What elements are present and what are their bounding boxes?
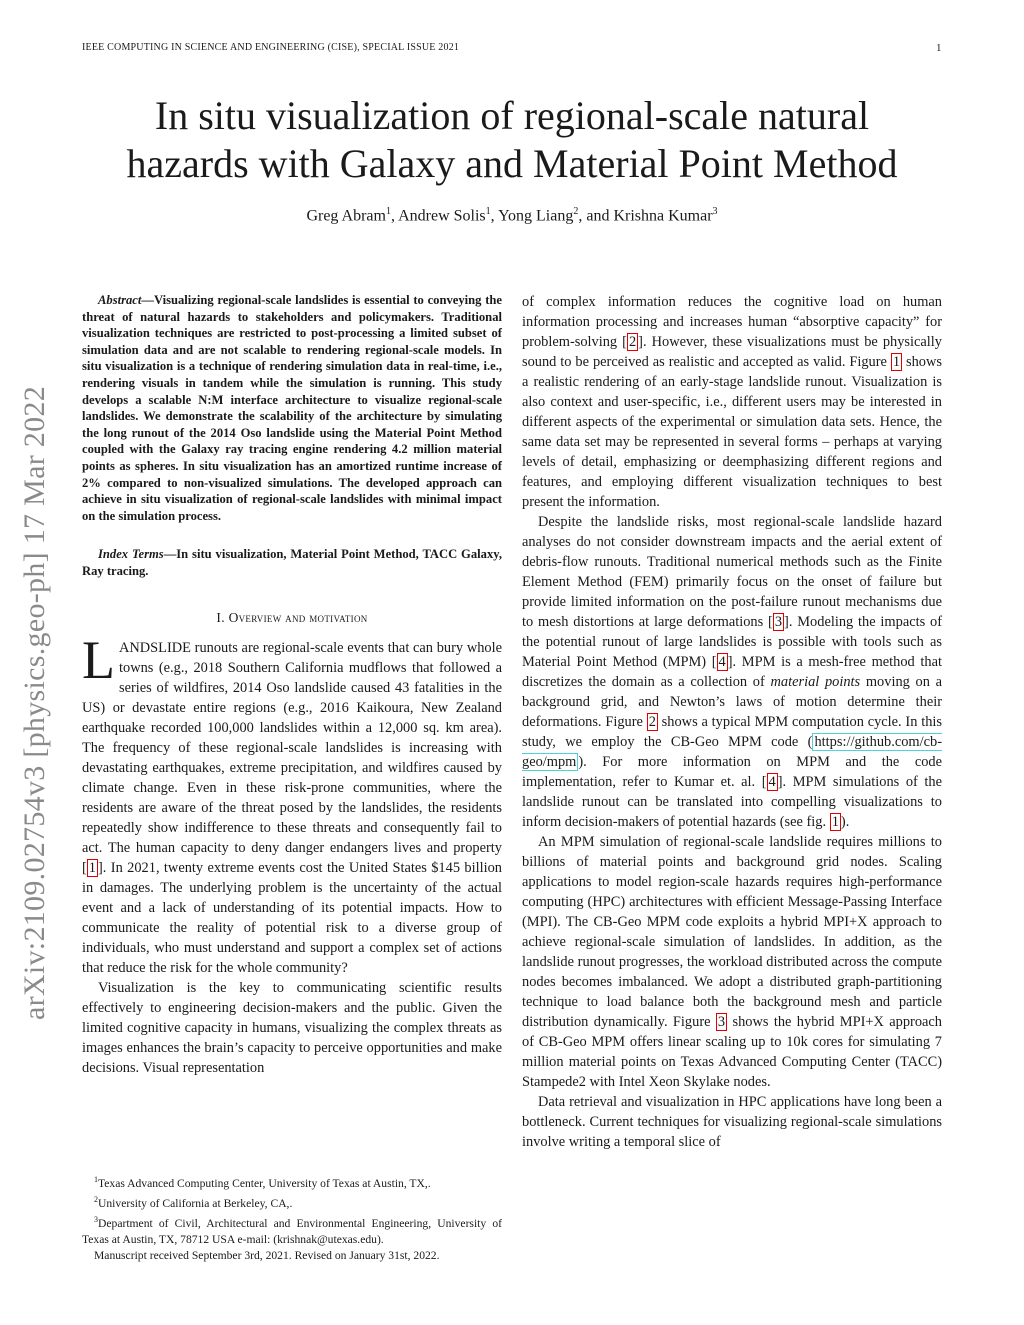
author-name: Greg Abram — [306, 207, 386, 225]
author-affiliation-mark: 1 — [385, 206, 391, 217]
left-column — [82, 292, 502, 1078]
body-text: Despite the landslide risks, most regional-scale landslide hazard analyses do not consider downstream impacts and the aerial extent of debris-flow runouts. Traditional numerical methods such as the Finite Element Method (FEM) primarily focus on the onset of failure but provide limited information on the post-failure runout mechanisms due to mesh distortions at large deformations — [522, 514, 942, 630]
author-list — [60, 206, 964, 225]
index-terms — [82, 546, 502, 579]
author-affiliation-mark: 2 — [573, 206, 579, 217]
body-text: . In 2021, twenty extreme events cost the United States $145 billion in damages. The underlying problem is the uncertainty of the actual event and a lack of understanding of its potential impacts. How to communicate the reality of potential risk to a diverse group of individuals, who must understand and support a complex set of actions that reduce the risk for the whole community? — [82, 859, 502, 976]
body-paragraph: of complex information reduces the cognitive load on human information processing and increases human “absorptive capacity” for problem-solving [ 2 ]. However, these visualizations must be physically sound to be perceived as realistic and accepted as valid. Figure 1 shows a realistic rendering of an early-stage landslide runout. Visualization is also context and user-specific, i.e., different users may be interested in different aspects of the experimental or simulation data sets. Hence, the same data set may be represented in several forms – perhaps at varying levels of detail, emphasizing or deemphasizing different regions and features, and employing different visualization techniques to best present the information. — [522, 294, 942, 510]
body-text: moving on a background grid, and Newton’s laws of motion determine their deformations. Figure — [522, 674, 943, 730]
drop-cap: L — [82, 629, 115, 690]
url-link[interactable]: https://github.com/cb-geo/mpm — [522, 734, 942, 770]
body-text: shows a typical MPM computation cycle. In this study, we employ the CB-Geo MPM code ( — [522, 714, 943, 750]
footnote-text: Department of Civil, Architectural and Environmental Engineering, University of Texas at Austin, TX, 78712 USA e-mail: (krishnak@utexas.edu). — [82, 1216, 502, 1246]
author-separator: , — [490, 207, 499, 225]
manuscript-note: Manuscript received September 3rd, 2021. Revised on January 31st, 2022. — [94, 1248, 440, 1262]
figure-link[interactable]: 3 — [717, 1014, 726, 1030]
body-paragraph: LANDSLIDE runouts are regional-scale events that can bury whole towns (e.g., 2018 Southern California mudflows that followed a series of wildfires, 2014 Oso landslide caused 43 fatalities in the US) or devastate entire regions (e.g., 2016 Kaikoura, New Zealand earthquake recorded 100,000 landslides within a 12,000 sq. km area). The frequency of these regional-scale landslides is increasing with devastating earthquakes, extreme precipitation, and wildfires caused by climate change. Even in these risk-prone communities, where the residents are aware of the threat posed by the landslides, the residents repeatedly show indifference to these threats and consequently fail to act. The human capacity to deny danger endangers lives and property [ 1 ]. In 2021, twenty extreme events cost the United States $145 billion in damages. The underlying problem is the uncertainty of the actual event and a lack of understanding of its potential impacts. How to communicate the reality of potential risk to a diverse group of individuals, who must understand and support a complex set of actions that reduce the risk for the whole community? — [82, 629, 502, 976]
title-line-1: In situ visualization of regional-scale natural — [154, 93, 870, 138]
title-line-2: hazards with Galaxy and Material Point Method — [126, 141, 898, 186]
body-text: . MPM simulations of the landslide runout can be translated into compelling visualizations to inform decision-makers of potential hazards (see fig. — [522, 774, 943, 830]
abstract-heading: Abstract — [98, 293, 142, 307]
author-affiliation-mark: 3 — [712, 206, 718, 217]
footnotes — [82, 1172, 502, 1264]
lead-word: ANDSLIDE — [119, 639, 191, 656]
body-paragraph: Visualization is the key to communicating scientific results effectively to engineering decision-makers and the public. Given the limited cognitive capacity in humans, visualizing the complex threats as images enhances the brain’s capacity to perceive opportunities and make decisions. Visual representation — [82, 979, 502, 1076]
right-column — [522, 292, 942, 1152]
footnote — [82, 1172, 502, 1192]
section-title: Overview and motivation — [228, 609, 368, 625]
figure-link[interactable]: 1 — [892, 354, 901, 370]
body-text: ). For more information on MPM and the code implementation, refer to Kumar et. al. — [522, 754, 942, 790]
body-text: shows the hybrid MPI+X approach of CB-Geo MPM offers linear scaling up to 10k cores for simulating 7 million material points on Texas Advanced Computing Center (TACC) Stampede2 with Intel Xeon Skylake nodes. — [522, 1014, 942, 1090]
abstract-text: —Visualizing regional-scale landslides is essential to conveying the threat of natural hazards to stakeholders and policymakers. Traditional visualization techniques are restricted to post-processing a limited subset of simulation data and are not scalable to rendering regional-scale models. In situ visualization is a technique of rendering simulation data in real-time, i.e., rendering visuals in tandem while the simulation is running. This study develops a scalable N:M interface architecture to visualize regional-scale landslides. We demonstrate the scalability of the architecture by simulating the long runout of the 2014 Oso landslide using the Material Point Method coupled with the Galaxy ray tracing engine rendering 4.2 million material points as spheres. In situ visualization has an amortized runtime increase of 2% compared to non-visualized simulations. The developed approach can achieve in situ visualization of regional-scale landslides with minimal impact on the simulation process. — [82, 293, 502, 523]
author-separator: , — [390, 207, 399, 225]
abstract — [82, 292, 502, 524]
footnote — [82, 1192, 502, 1212]
page-number: 1 — [936, 42, 942, 54]
footnote — [82, 1212, 502, 1248]
body-text: . MPM is a mesh-free method that discretizes the domain as a collection of — [522, 654, 942, 690]
section-heading — [82, 608, 502, 628]
body-paragraph: Data retrieval and visualization in HPC applications have long been a bottleneck. Current techniques for visualizing regional-scale simulations involve writing a temporal slice of — [522, 1094, 942, 1150]
paper-title — [60, 92, 964, 188]
footnote-mark: 1 — [94, 1175, 98, 1184]
footnote-mark: 2 — [94, 1194, 98, 1204]
index-terms-text: —In situ visualization, Material Point Method, TACC Galaxy, Ray tracing. — [82, 547, 502, 578]
author-name: Andrew Solis — [398, 207, 486, 225]
body-text: shows a realistic rendering of an early-stage landslide runout. Visualization is also context and user-specific, i.e., different users may be interested in different aspects of the experimental or simulation data sets. Hence, the same data set may be represented in several forms – perhaps at varying levels of detail, emphasizing or deemphasizing different regions and features, and employing different visualization techniques to best present the information. — [522, 354, 942, 510]
citation-link[interactable]: 4 — [718, 654, 726, 670]
figure-link[interactable]: 1 — [831, 814, 839, 830]
index-terms-heading: Index Terms — [98, 547, 164, 562]
body-paragraph — [522, 832, 942, 1092]
citation-link[interactable]: 2 — [628, 334, 637, 350]
body-text: of complex information reduces the cognitive load on human information processing and increases human “absorptive capacity” for problem-solving — [522, 294, 942, 350]
author-separator: , and — [578, 207, 614, 225]
running-head: IEEE COMPUTING IN SCIENCE AND ENGINEERING (CISE), SPECIAL ISSUE 2021 — [82, 42, 460, 53]
figure-link[interactable]: 2 — [648, 714, 656, 730]
arxiv-stamp[interactable]: arXiv:2109.02754v3 [physics.geo-ph] 17 Mar 2022 — [18, 385, 51, 1020]
body-text: . Modeling the impacts of the potential runout of large landslides is possible with tools such as Material Point Method (MPM) — [522, 614, 942, 670]
author-affiliation-mark: 1 — [485, 206, 491, 217]
footnote-mark: 3 — [94, 1214, 98, 1224]
citation-link[interactable]: 1 — [88, 859, 96, 876]
body-text: An MPM simulation of regional-scale landslide requires millions to billions of material points and background grid nodes. Scaling applications to model region-scale hazards requires high-performance computing (HPC) architectures with efficient Message-Passing Interface (MPI). The CB-Geo MPM code exploits a hybrid MPI+X approach to achieve regional-scale simulation of landslides. In addition, as the landslide runout progresses, the workload distributed across the compute nodes becomes imbalanced. We adopt a distributed graph-partitioning technique to load balance both the background mesh and particle distribution dynamically. Figure — [522, 834, 942, 1030]
body-text: ). — [840, 814, 850, 830]
body-text: runouts are regional-scale events that can bury whole towns (e.g., 2018 Southern California mudflows that followed a series of wildfires, 2014 Oso landslide caused 43 fatalities in the US) or devastate entire regions (e.g., 2016 Kaikoura, New Zealand earthquake recorded 100,000 landslides within a 12,000 sq. km area). The frequency of these regional-scale landslides is increasing with devastating earthquakes, extreme precipitation, and wildfires caused by climate change. Even in these risk-prone communities, where the residents are aware of the threat posed by the landslides, the residents repeatedly show indifference to these threats and consequently fail to act. The human capacity to deny danger endangers lives and property — [82, 639, 502, 856]
citation-link[interactable]: 4 — [768, 774, 776, 790]
body-text: . However, these visualizations must be physically sound to be perceived as realistic and accepted as valid. Figure — [522, 334, 942, 370]
author-name: Krishna Kumar — [613, 207, 713, 225]
footnote-text: Texas Advanced Computing Center, University of Texas at Austin, TX,. — [98, 1176, 431, 1190]
emphasis-text: material points — [770, 674, 861, 690]
body-paragraph: Despite the landslide risks, most regional-scale landslide hazard analyses do not consider downstream impacts and the aerial extent of debris-flow runouts. Traditional numerical methods such as the Finite Element Method (FEM) primarily focus on the onset of failure but provide limited information on the post-failure runout mechanisms due to mesh distortions at large deformations [ 3 ]. Modeling the impacts of the potential runout of large landslides is possible with tools such as Material Point Method (MPM) [ 4 ]. MPM is a mesh-free method that discretizes the domain as a collection of material points moving on a background grid, and Newton’s laws of motion determine their deformations. Figure 2 shows a typical MPM computation cycle. In this study, we employ the CB-Geo MPM code ( https://github.com/cb-geo/mpm ). For more information on MPM and the code implementation, refer to Kumar et. al. [ 4 ]. MPM simulations of the landslide runout can be translated into compelling visualizations to inform decision-makers of potential hazards (see fig. 1 ). — [522, 514, 943, 830]
author-name: Yong Liang — [498, 207, 574, 225]
citation-link[interactable]: 3 — [774, 614, 783, 630]
section-number: I. — [216, 609, 225, 625]
footnote-text: University of California at Berkeley, CA,. — [98, 1196, 293, 1210]
